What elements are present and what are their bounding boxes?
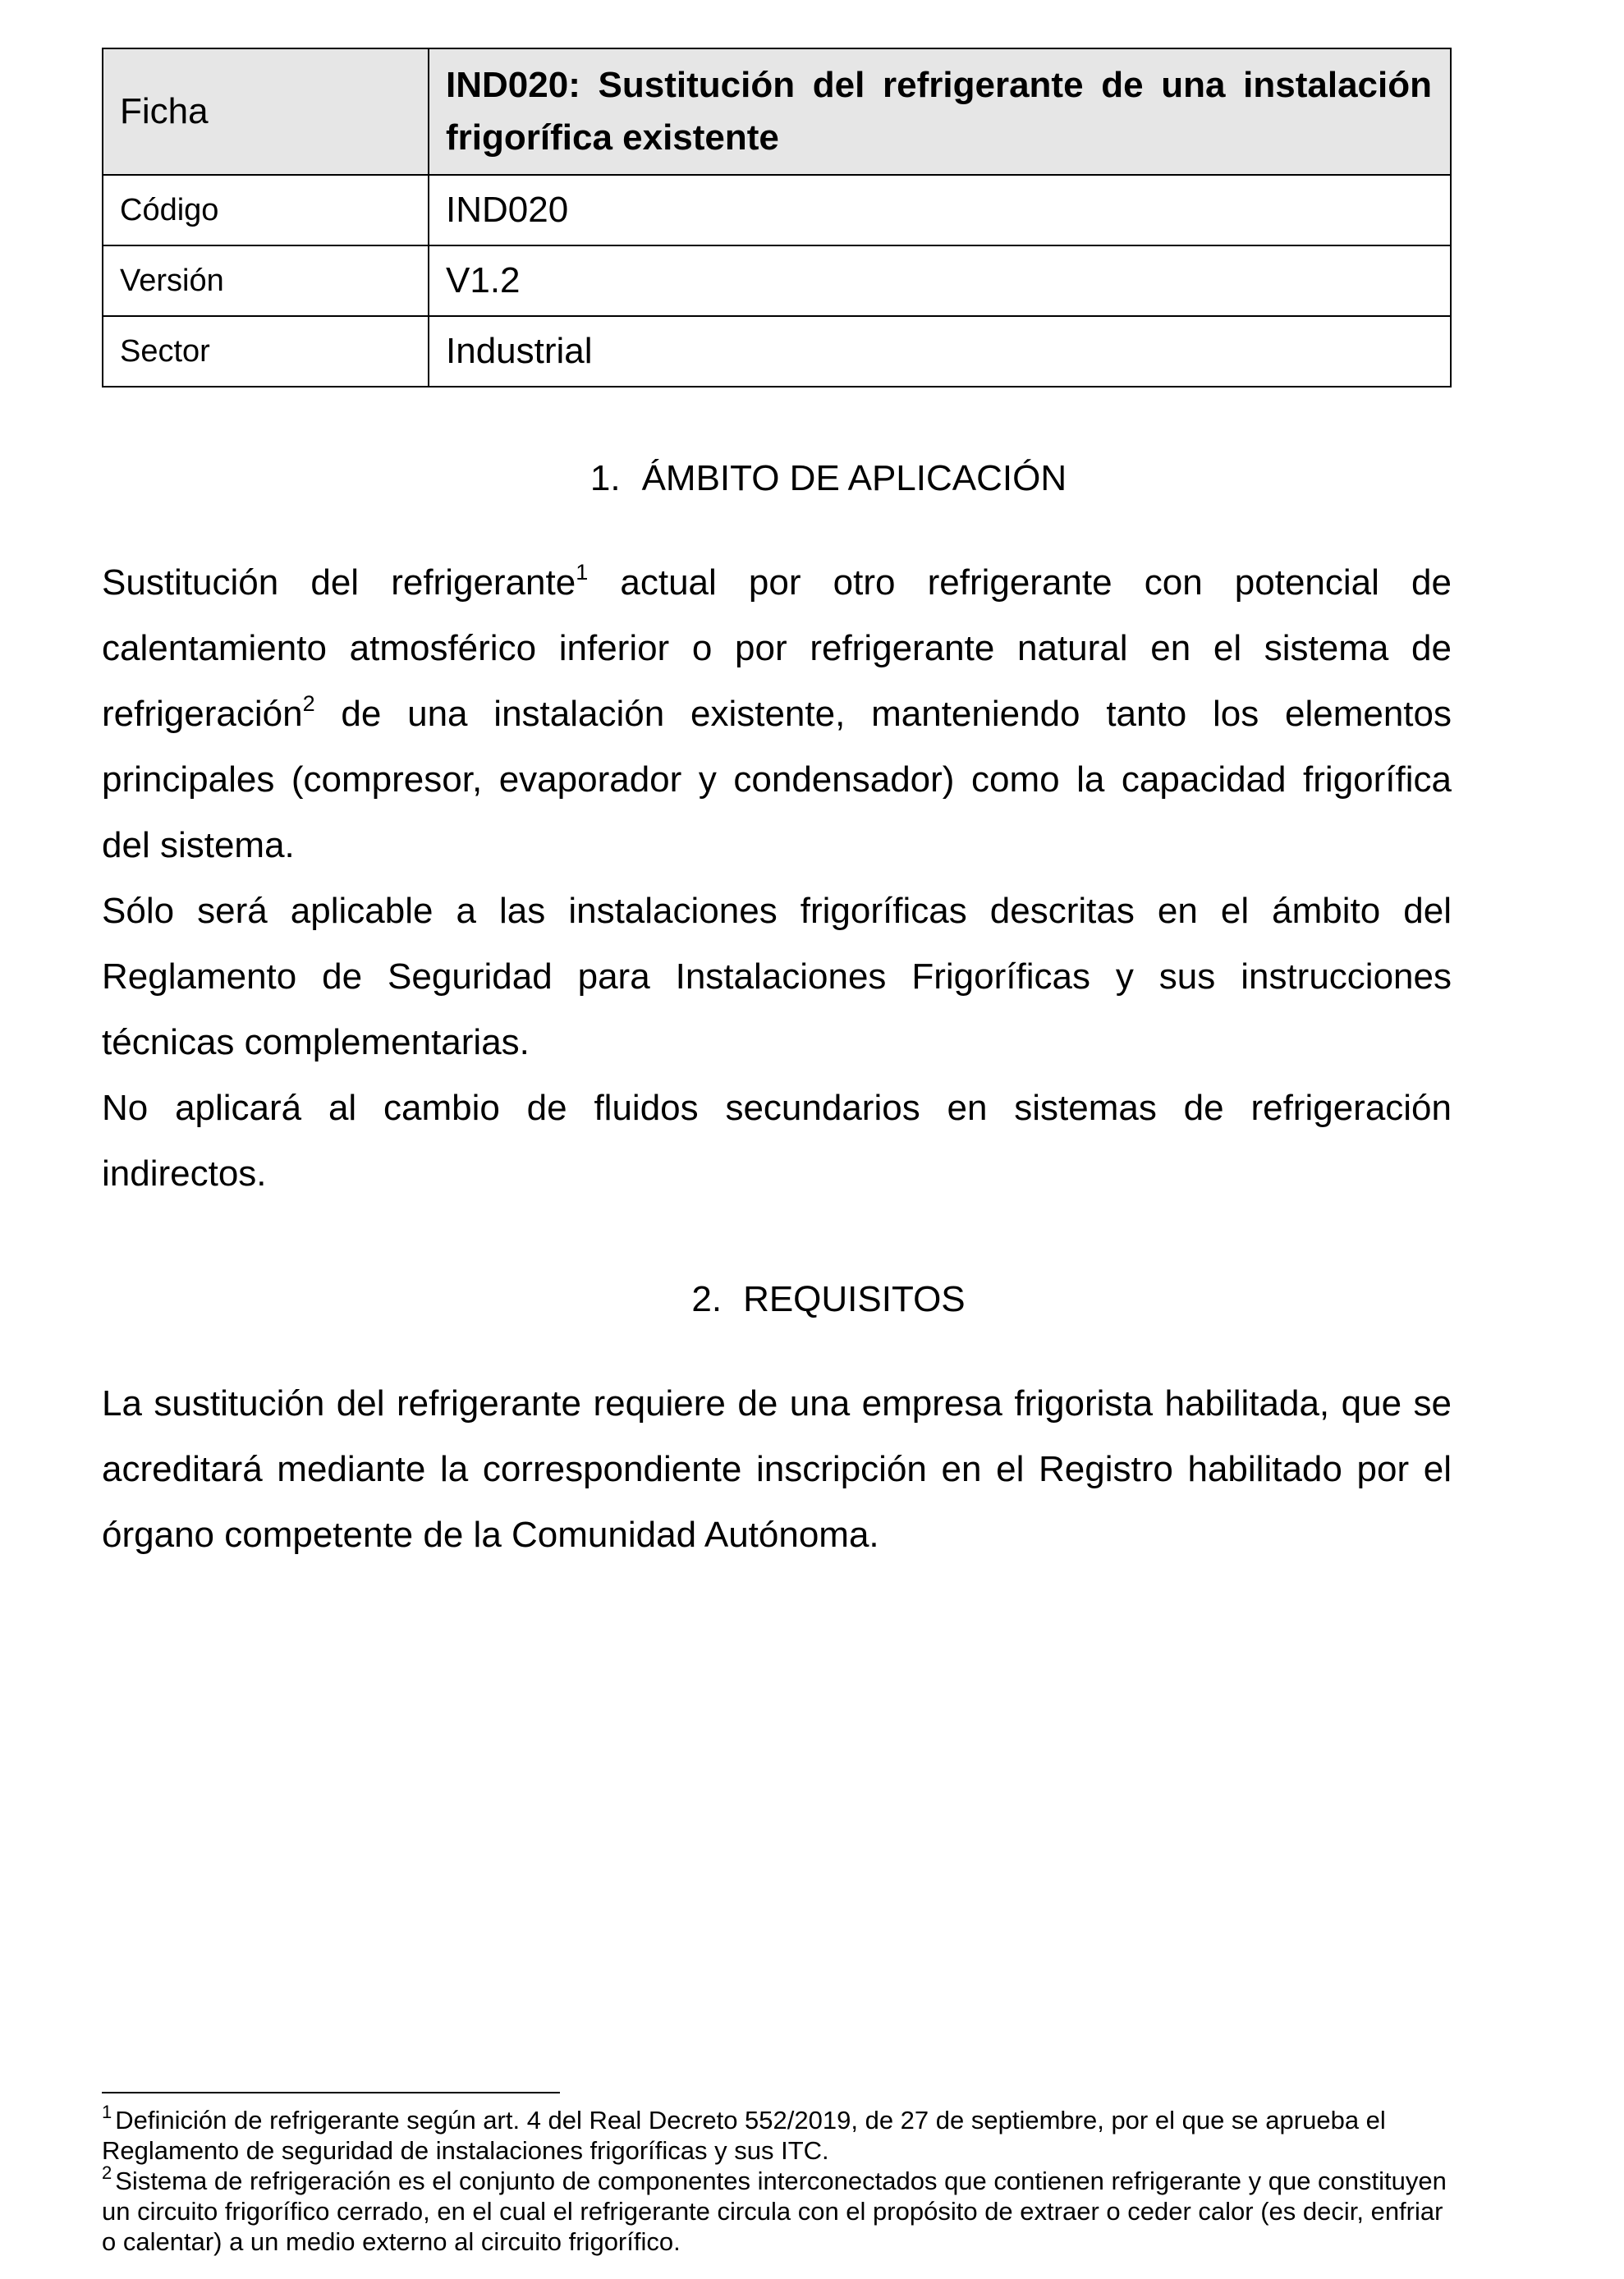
ficha-table (102, 48, 1452, 387)
codigo-label: Código (103, 175, 429, 245)
section-2-number: 2. (691, 1279, 723, 1319)
section-1-paragraph-1 (102, 550, 1452, 878)
section-2-paragraph-1: La sustitución del refrigerante requiere de una empresa frigorista habilitada, que se acreditará mediante la correspondiente inscripción en el Registro habilitado por el órgano competente de la Comunidad Autónoma. (102, 1383, 1452, 1555)
section-1-title: ÁMBITO DE APLICACIÓN (641, 458, 1067, 498)
footnote-1-mark: 1 (102, 2101, 112, 2122)
footnote-separator (102, 2092, 560, 2093)
section-2-body (102, 1371, 1452, 1568)
footnote-ref-2: 2 (302, 691, 315, 717)
codigo-value: IND020 (429, 175, 1451, 245)
sector-label: Sector (103, 316, 429, 387)
footnote-2-text: Sistema de refrigeración es el conjunto de componentes interconectados que contienen refrigerante y que constituyen un circuito frigorífico cerrado, en el cual el refrigerante circula con el propósito de extraer o ceder calor (es decir, enfriar o calentar) a un medio externo al circuito frigorífico. (102, 2167, 1447, 2256)
footnote-1-text: Definición de refrigerante según art. 4 del Real Decreto 552/2019, de 27 de septiembre, por el que se aprueba el Reglamento de seguridad de instalaciones frigoríficas y sus ITC. (102, 2106, 1386, 2165)
ficha-header-row (103, 48, 1451, 175)
version-label: Versión (103, 245, 429, 316)
p1-text-c: de una instalación existente, manteniendo tanto los elementos principales (compresor, evaporador y condensador) como la capacidad frigorífica del sistema. (102, 694, 1452, 865)
footnote-1 (102, 2101, 1448, 2166)
ficha-header-title: IND020: Sustitución del refrigerante de una instalación frigorífica existente (429, 48, 1451, 175)
section-1-body (102, 550, 1452, 1207)
ficha-row-version (103, 245, 1451, 316)
section-2-heading (102, 1279, 1555, 1320)
version-value: V1.2 (429, 245, 1451, 316)
section-1-paragraph-3: No aplicará al cambio de fluidos secundarios en sistemas de refrigeración indirectos. (102, 1088, 1452, 1194)
footnote-ref-1: 1 (576, 560, 589, 585)
ficha-row-sector (103, 316, 1451, 387)
section-1-number: 1. (590, 458, 621, 498)
section-1-paragraph-2: Sólo será aplicable a las instalaciones frigoríficas descritas en el ámbito del Reglamento de Seguridad para Instalaciones Frigoríficas y sus instrucciones técnicas complementarias. (102, 891, 1452, 1062)
ficha-header-label: Ficha (103, 48, 429, 175)
p1-text-a: Sustitución del refrigerante (102, 562, 576, 603)
ficha-row-codigo (103, 175, 1451, 245)
footnotes (102, 2101, 1448, 2257)
p1-text-b: actual por otro refrigerante con potencial de calentamiento atmosférico inferior o por refrigerante natural en el sistema de refrigeración (102, 562, 1452, 734)
section-2-title: REQUISITOS (743, 1279, 966, 1319)
sector-value: Industrial (429, 316, 1451, 387)
section-1-heading (102, 458, 1555, 499)
footnote-2 (102, 2162, 1448, 2257)
footnote-2-mark: 2 (102, 2162, 112, 2183)
